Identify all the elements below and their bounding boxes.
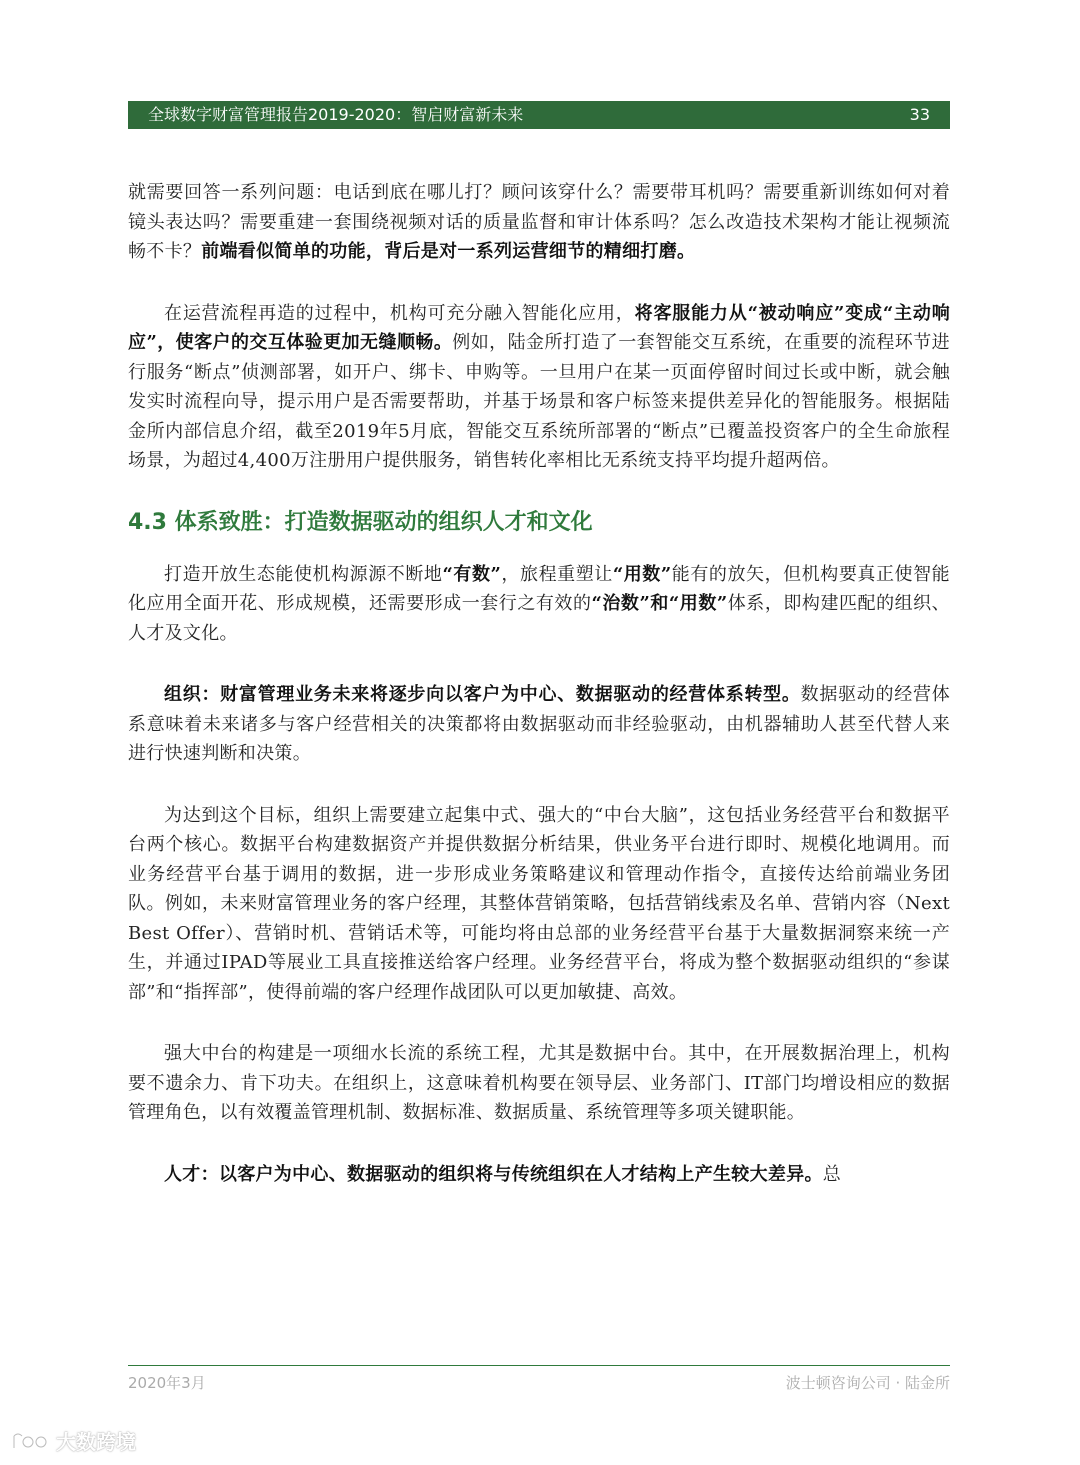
body-text: 打造开放生态能使机构源源不断地 — [164, 563, 443, 585]
footer-divider — [128, 1365, 950, 1366]
paragraph-3 — [128, 560, 950, 649]
page-body — [128, 178, 950, 1221]
running-header — [128, 101, 950, 129]
page-number: 33 — [909, 105, 930, 124]
section-heading: 4.3 体系致胜：打造数据驱动的组织人才和文化 — [128, 509, 593, 535]
paragraph-6 — [128, 1039, 950, 1128]
paragraph-5 — [128, 801, 950, 1008]
emphasis-text: 组织：财富管理业务未来将逐步向以客户为中心、数据驱动的经营体系转型。 — [164, 684, 801, 705]
body-text: 强大中台的构建是一项细水长流的系统工程，尤其是数据中台。其中，在开展数据治理上，机构要不遗余力、肯下功夫。在组织上，这意味着机构要在领导层、业务部门、IT部门均增设相应的数据管理角色，以有效覆盖管理机制、数据标准、数据质量、系统管理等多项关键职能。 — [128, 1043, 950, 1123]
footer-publishers: 波士顿咨询公司 · 陆金所 — [785, 1374, 950, 1392]
footer-date: 2020年3月 — [128, 1374, 206, 1392]
watermark — [8, 1426, 136, 1455]
body-text: 就需要回答一系列问题：电话到底在哪儿打？顾问该穿什么？需要带耳机吗？需要重新训练如何对着镜头表达吗？需要重建一套围绕视频对话的质量监督和审计体系吗？怎么改造技术架构才能让视频流畅不卡？ — [128, 182, 950, 262]
paragraph-2 — [128, 299, 950, 476]
emphasis-text: “有数” — [442, 563, 502, 585]
watermark-text: 大数跨境 — [56, 1430, 136, 1454]
watermark-logo-icon — [8, 1428, 52, 1454]
report-title: 全球数字财富管理报告2019-2020：智启财富新未来 — [148, 105, 524, 124]
emphasis-text: “治数”和“用数” — [591, 593, 728, 614]
body-text: 体系，即构建匹配的组织、人才及文化。 — [128, 593, 950, 644]
emphasis-text: 前端看似简单的功能，背后是对一系列运营细节的精细打磨。 — [201, 241, 696, 262]
emphasis-text: 人才：以客户为中心、数据驱动的组织将与传统组织在人才结构上产生较大差异。 — [164, 1163, 823, 1185]
emphasis-text: 将客服能力从“被动响应”变成“主动响应”，使客户的交互体验更加无缝顺畅。 — [128, 302, 951, 353]
body-text: 为达到这个目标，组织上需要建立起集中式、强大的“中台大脑”，这包括业务经营平台和数据平台两个核心。数据平台构建数据资产并提供数据分析结果，供业务平台进行即时、规模化地调用。而业务经营平台基于调用的数据，进一步形成业务策略建议和管理动作指令，直接传达给前端业务团队。例如，未来财富管理业务的客户经理，其整体营销策略，包括营销线索及名单、营销内容（Next Best Offer）、营销时机、营销话术等，可能均将由总部的业务经营平台基于大量数据洞察来统一产生，并通过IPAD等展业工具直接推送给客户经理。业务经营平台，将成为整个数据驱动组织的“参谋部”和“指挥部”，使得前端的客户经理作战团队可以更加敏捷、高效。 — [128, 804, 950, 1003]
paragraph-4 — [128, 680, 950, 769]
emphasis-text: “用数” — [612, 563, 672, 585]
body-text: ，旅程重塑让 — [501, 563, 613, 585]
body-text: 例如，陆金所打造了一套智能交互系统，在重要的流程环节进行服务“断点”侦测部署，如开户、绑卡、申购等。一旦用户在某一页面停留时间过长或中断，就会触发实时流程向导，提示用户是否需要帮助，并基于场景和客户标签来提供差异化的智能服务。根据陆金所内部信息介绍，截至2019年5月底，智能交互系统所部署的“断点”已覆盖投资客户的全生命旅程场景，为超过4,400万注册用户提供服务，销售转化率相比无系统支持平均提升超两倍。 — [128, 332, 950, 471]
paragraph-1 — [128, 178, 950, 267]
body-text: 总 — [822, 1163, 842, 1185]
body-text: 数据驱动的经营体系意味着未来诸多与客户经营相关的决策都将由数据驱动而非经验驱动，由机器辅助人甚至代替人来进行快速判断和决策。 — [128, 684, 950, 764]
paragraph-7 — [128, 1160, 950, 1190]
body-text: 能有的放矢，但机构要真正使智能化应用全面开花、形成规模，还需要形成一套行之有效的 — [128, 563, 950, 614]
body-text: 在运营流程再造的过程中，机构可充分融入智能化应用， — [164, 302, 635, 324]
